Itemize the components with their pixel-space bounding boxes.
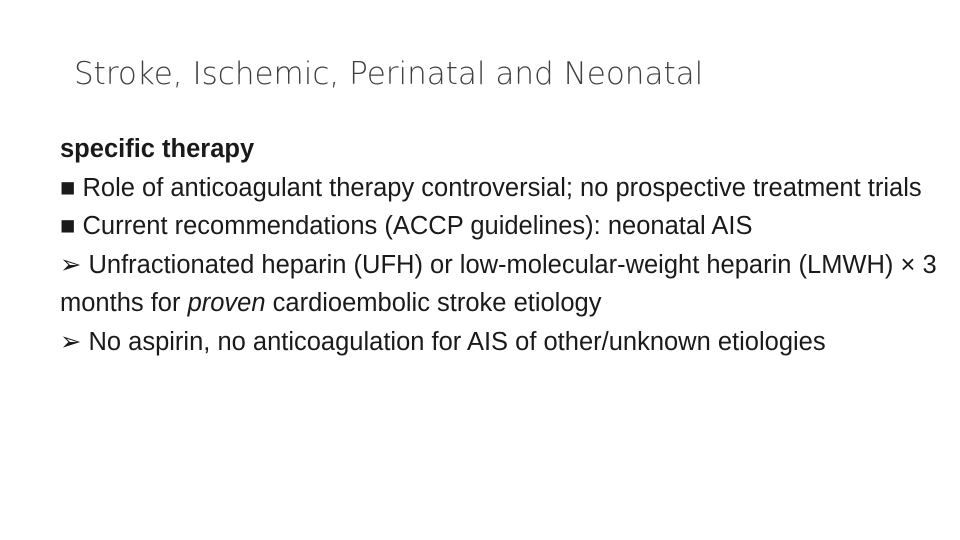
bullet-text: Current recommendations (ACCP guidelines): neonatal AIS xyxy=(82,212,753,240)
square-bullet-icon: ■ xyxy=(60,173,76,202)
bullet-text: Role of anticoagulant therapy controversial; no prospective treatment trials xyxy=(82,173,922,202)
sub-bullet-item-heparin xyxy=(60,246,940,323)
bullet-item-anticoagulant-role xyxy=(60,169,940,208)
bullet-text-continued: cardioembolic stroke etiology xyxy=(272,289,602,317)
arrow-bullet-icon: ➢ xyxy=(60,327,82,356)
bullet-text: No aspirin, no anticoagulation for AIS of other/unknown etiologies xyxy=(88,327,826,356)
section-heading: specific therapy xyxy=(60,135,255,163)
sub-bullet-item-no-aspirin xyxy=(60,323,940,362)
bullet-item-current-recommendations xyxy=(60,207,940,246)
bullet-text: Unfractionated heparin (UFH) or low-molecular-weight heparin (LMWH) × 3 months for xyxy=(60,250,937,317)
slide-title: Stroke, Ischemic, Perinatal and Neonatal xyxy=(74,56,704,92)
slide-content xyxy=(60,130,940,361)
square-bullet-icon: ■ xyxy=(60,212,76,240)
arrow-bullet-icon: ➢ xyxy=(60,250,82,279)
emphasis-text: proven xyxy=(187,289,266,317)
